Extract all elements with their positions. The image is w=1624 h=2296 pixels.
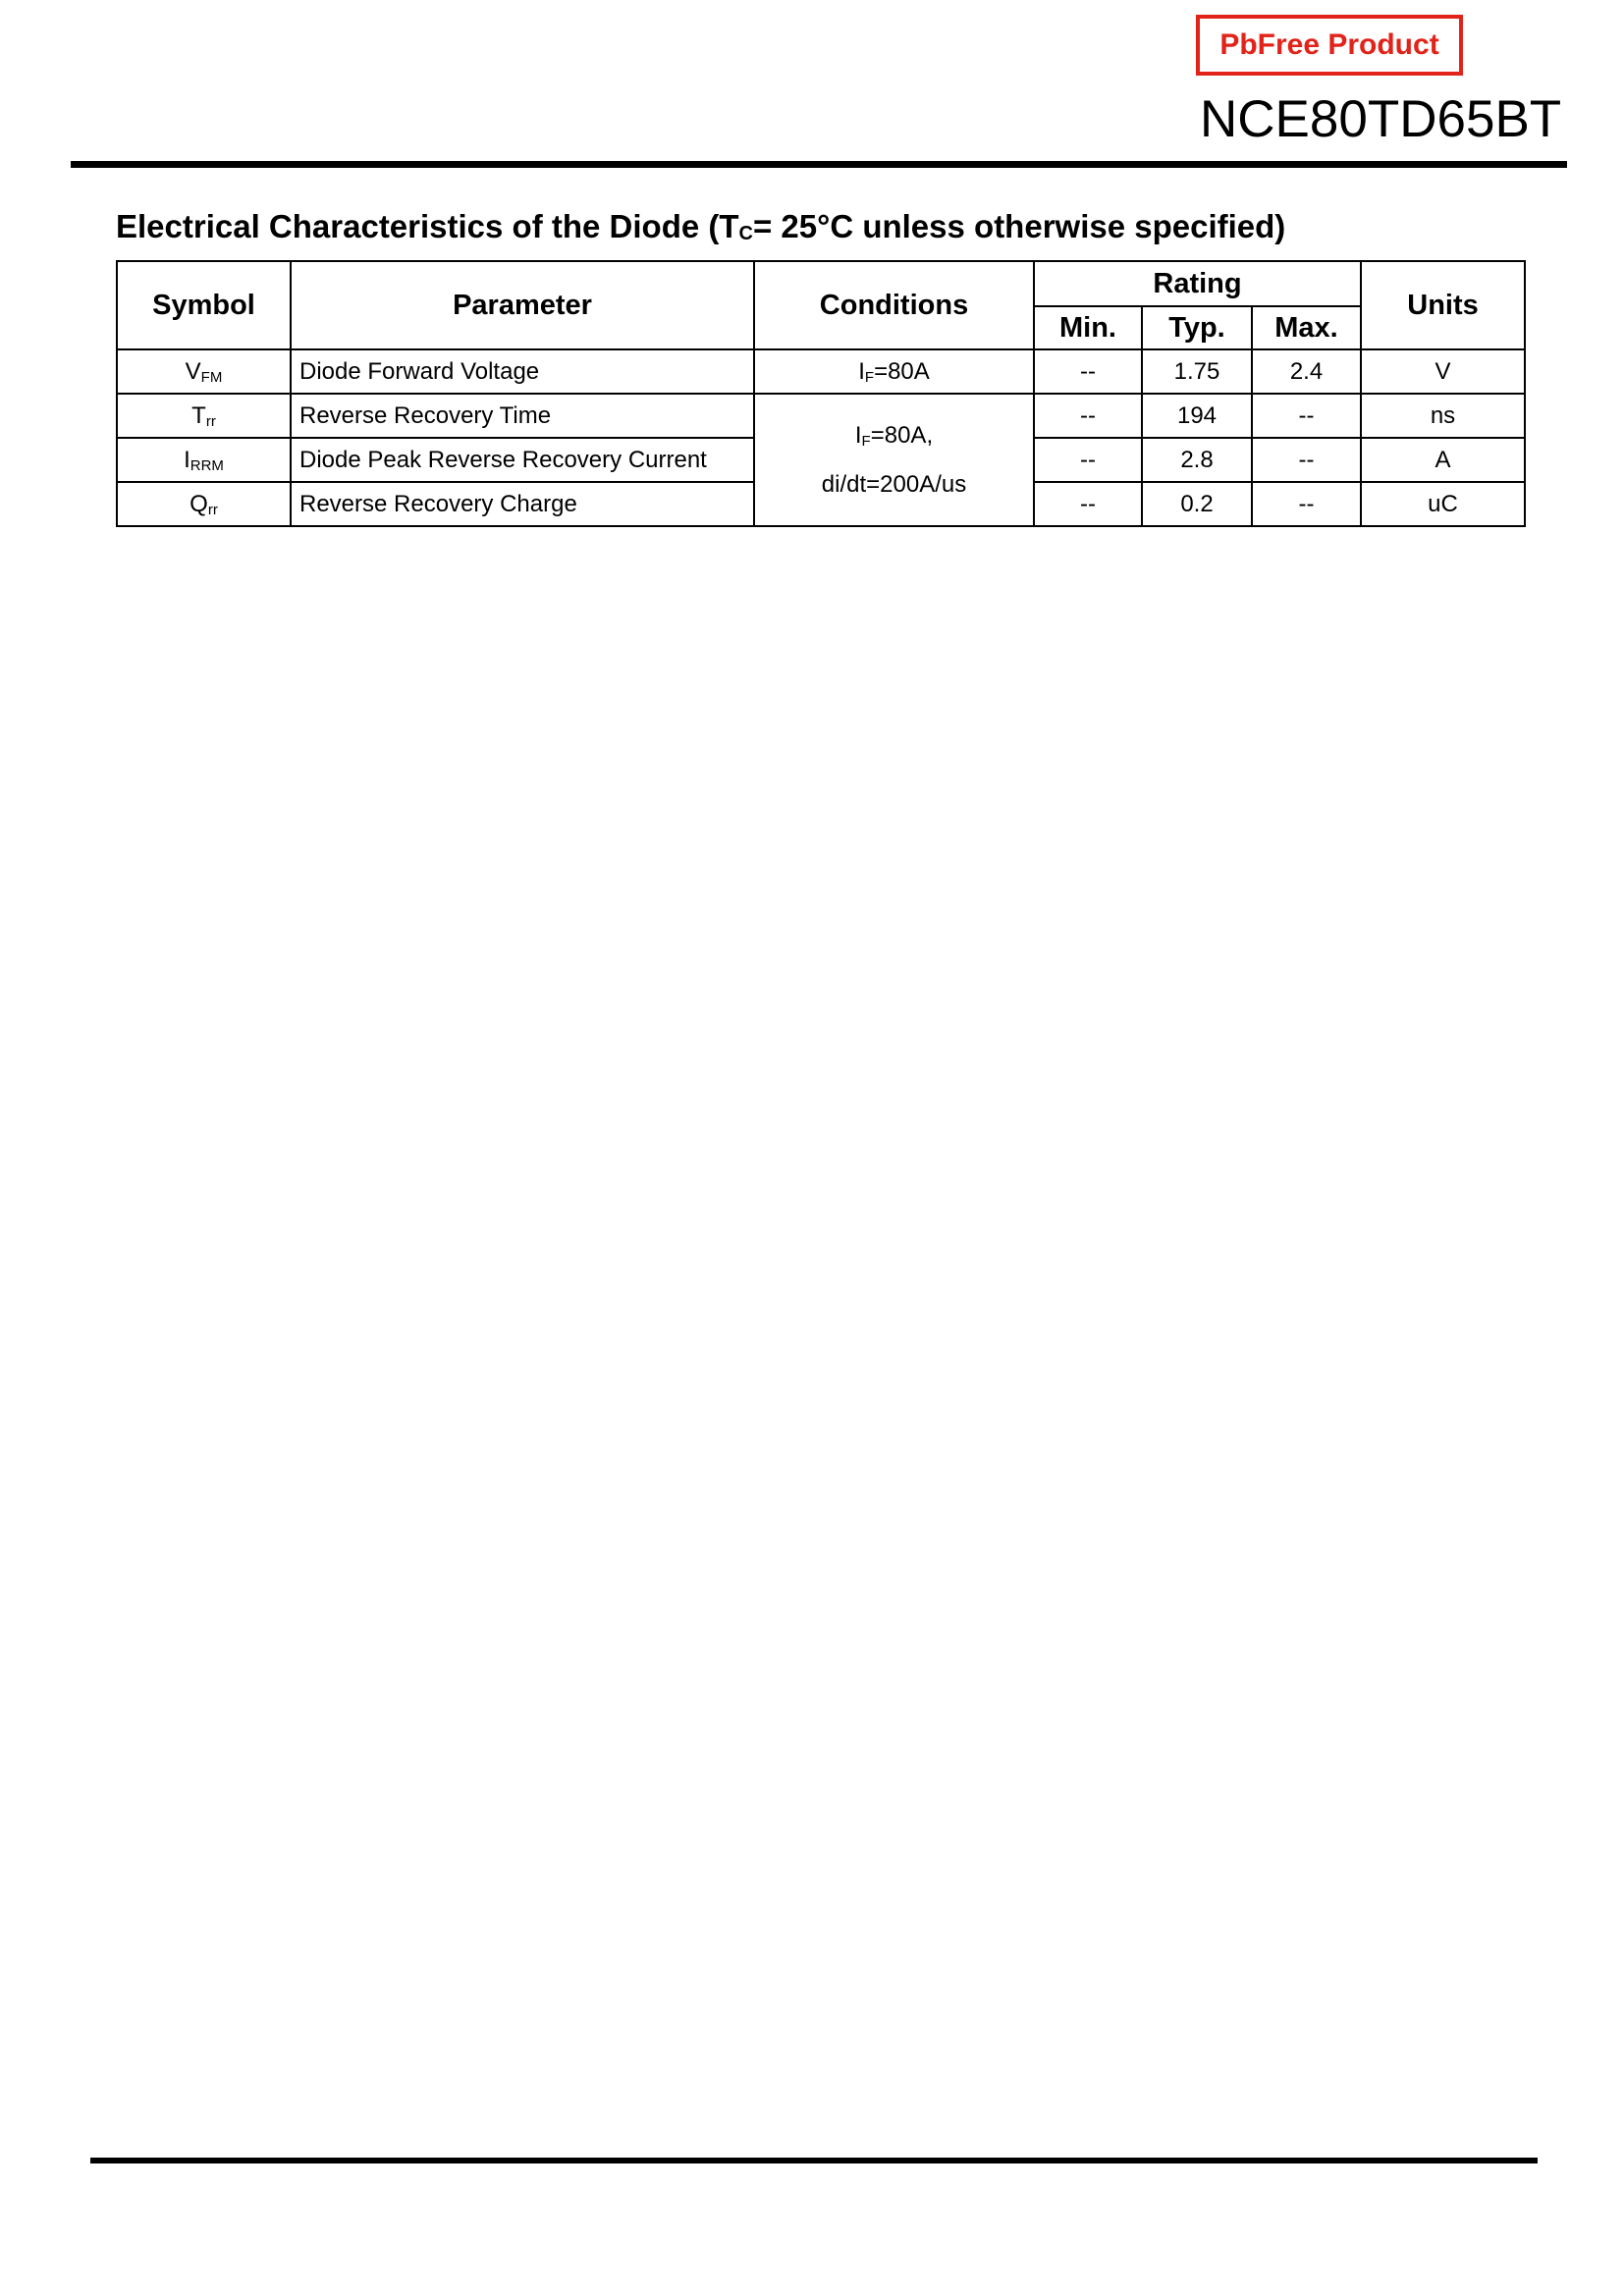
row-typ: 0.2 [1142, 482, 1252, 526]
condition-suffix: =80A, [870, 421, 934, 449]
row-parameter: Reverse Recovery Time [291, 394, 754, 438]
condition-suffix: =80A [874, 357, 930, 385]
row-unit: V [1361, 349, 1525, 394]
header-symbol: Symbol [117, 261, 291, 349]
row-typ: 2.8 [1142, 438, 1252, 482]
row-max: 2.4 [1252, 349, 1361, 394]
condition-subscript: F [861, 432, 871, 450]
row-symbol [117, 349, 291, 394]
row-unit: A [1361, 438, 1525, 482]
header-units: Units [1361, 261, 1525, 349]
row-min: -- [1034, 394, 1142, 438]
row-parameter: Diode Forward Voltage [291, 349, 754, 394]
row-max: -- [1252, 438, 1361, 482]
row-parameter: Diode Peak Reverse Recovery Current [291, 438, 754, 482]
section-title-suffix: = 25°C unless otherwise specified) [752, 208, 1286, 244]
row-min: -- [1034, 349, 1142, 394]
row-typ: 1.75 [1142, 349, 1252, 394]
row-min: -- [1034, 438, 1142, 482]
symbol-subscript: rr [207, 501, 218, 518]
row-min: -- [1034, 482, 1142, 526]
table-row [117, 349, 1525, 394]
symbol-main: T [191, 401, 206, 429]
symbol-subscript: RRM [189, 456, 224, 474]
section-title-prefix: Electrical Characteristics of the Diode (T [116, 208, 739, 244]
grouped-conditions [754, 394, 1034, 526]
row-max: -- [1252, 482, 1361, 526]
row-parameter: Reverse Recovery Charge [291, 482, 754, 526]
symbol-subscript: FM [200, 368, 223, 386]
row-max: -- [1252, 394, 1361, 438]
header-max: Max. [1252, 306, 1361, 349]
header-conditions: Conditions [754, 261, 1034, 349]
badge-label: PbFree Product [1219, 28, 1439, 61]
row-typ: 194 [1142, 394, 1252, 438]
row-unit: uC [1361, 482, 1525, 526]
condition-subscript: F [864, 368, 875, 386]
part-number: NCE80TD65BT [1200, 90, 1562, 148]
row-symbol [117, 482, 291, 526]
condition-main: I [854, 421, 862, 449]
table-row [117, 394, 1525, 438]
row-symbol [117, 394, 291, 438]
section-title [116, 208, 1285, 245]
row-symbol [117, 438, 291, 482]
footer-divider [90, 2158, 1538, 2163]
condition-line-1 [755, 414, 1033, 463]
header-rating: Rating [1034, 261, 1361, 306]
symbol-main: I [184, 446, 190, 473]
header-typ: Typ. [1142, 306, 1252, 349]
symbol-main: V [185, 357, 201, 385]
section-title-subscript: C [738, 223, 753, 244]
header-parameter: Parameter [291, 261, 754, 349]
symbol-subscript: rr [205, 412, 216, 430]
condition-main: I [858, 357, 865, 385]
header-divider [71, 161, 1567, 168]
pbfree-badge [1196, 15, 1463, 76]
row-unit: ns [1361, 394, 1525, 438]
symbol-main: Q [189, 490, 208, 517]
header-min: Min. [1034, 306, 1142, 349]
condition-line-2: di/dt=200A/us [821, 470, 967, 498]
diode-characteristics-table [116, 260, 1526, 527]
row-conditions [754, 349, 1034, 394]
